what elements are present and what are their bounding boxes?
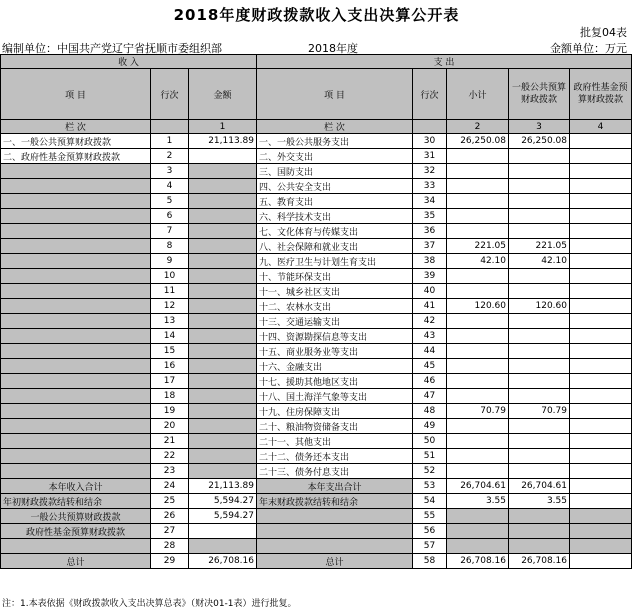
line-number: 24: [151, 479, 189, 494]
expense-general: [509, 449, 570, 464]
income-item: [1, 449, 151, 464]
expense-item: 八、社会保障和就业支出: [257, 239, 413, 254]
expense-fund: [570, 134, 632, 149]
expense-general: [509, 149, 570, 164]
expense-general: [509, 179, 570, 194]
expense-general: [509, 209, 570, 224]
income-amount: [189, 314, 257, 329]
income-item: [1, 164, 151, 179]
income-amount: [189, 374, 257, 389]
carry-in-amount: 5,594.27: [189, 494, 257, 509]
expense-subtotal: [447, 359, 509, 374]
line-number: 4: [151, 179, 189, 194]
expense-fund: [570, 239, 632, 254]
expense-general: 70.79: [509, 404, 570, 419]
income-amount: [189, 284, 257, 299]
footnote: 注：1.本表依据《财政拨款收入支出决算总表》（财决01-1表）进行批复。: [2, 599, 297, 609]
income-item: [1, 224, 151, 239]
line-number: 46: [413, 374, 447, 389]
line-number: 22: [151, 449, 189, 464]
expense-subtotal: [447, 314, 509, 329]
col-line-header: 行次: [413, 69, 447, 120]
expense-fund: [570, 254, 632, 269]
line-number: 37: [413, 239, 447, 254]
line-number: 35: [413, 209, 447, 224]
income-amount: [189, 329, 257, 344]
expense-subtotal: [447, 149, 509, 164]
income-amount: [189, 179, 257, 194]
col-general-budget-header: 一般公共预算财政拨款: [509, 69, 570, 120]
income-amount: [189, 464, 257, 479]
income-amount: 21,113.89: [189, 134, 257, 149]
line-number: 1: [151, 134, 189, 149]
income-amount: [189, 299, 257, 314]
expense-general: [509, 374, 570, 389]
expense-fund: [570, 434, 632, 449]
income-item: [1, 329, 151, 344]
expense-general: [509, 389, 570, 404]
expense-fund: [570, 359, 632, 374]
expense-item: 六、科学技术支出: [257, 209, 413, 224]
expense-fund: [570, 314, 632, 329]
expense-subtotal: [447, 434, 509, 449]
income-item: [1, 359, 151, 374]
expense-fund: [570, 464, 632, 479]
col-subtotal-header: 小计: [447, 69, 509, 120]
income-item: 二、政府性基金预算财政拨款: [1, 149, 151, 164]
line-number: 20: [151, 419, 189, 434]
line-number: 29: [151, 554, 189, 569]
income-amount: [189, 149, 257, 164]
line-number: 48: [413, 404, 447, 419]
expense-subtotal: [447, 269, 509, 284]
table-row: [1, 239, 632, 254]
expense-subtotal: [447, 179, 509, 194]
table-row: [1, 179, 632, 194]
expense-subtotal: [447, 374, 509, 389]
line-number: 40: [413, 284, 447, 299]
income-amount: [189, 389, 257, 404]
line-number: 39: [413, 269, 447, 284]
report-title: 2018年度财政拨款收入支出决算公开表: [173, 6, 460, 24]
expense-fund: [570, 209, 632, 224]
income-item: [1, 314, 151, 329]
income-amount: [189, 269, 257, 284]
income-amount: [189, 344, 257, 359]
table-row: [1, 194, 632, 209]
line-number: 16: [151, 359, 189, 374]
expense-item: 十七、援助其他地区支出: [257, 374, 413, 389]
line-number: 38: [413, 254, 447, 269]
line-number: 54: [413, 494, 447, 509]
line-number: 34: [413, 194, 447, 209]
expense-subtotal: [447, 329, 509, 344]
expense-year-subtotal: 26,704.61: [447, 479, 509, 494]
report-year: 2018年度: [308, 42, 358, 55]
line-number: 9: [151, 254, 189, 269]
expense-general: [509, 314, 570, 329]
line-number: 42: [413, 314, 447, 329]
expense-item: 十五、商业服务业等支出: [257, 344, 413, 359]
line-number: 19: [151, 404, 189, 419]
expense-year-general: 26,704.61: [509, 479, 570, 494]
income-item: [1, 284, 151, 299]
grand-total-income-amount: 26,708.16: [189, 554, 257, 569]
expense-subtotal: [447, 449, 509, 464]
expense-general: [509, 194, 570, 209]
expense-item: 三、国防支出: [257, 164, 413, 179]
expense-fund: [570, 179, 632, 194]
income-item: [1, 269, 151, 284]
carry-in-label: 年初财政拨款结转和结余: [1, 494, 151, 509]
expense-subtotal: [447, 284, 509, 299]
line-number: 31: [413, 149, 447, 164]
carry-in-fund-label: 政府性基金预算财政拨款: [1, 524, 151, 539]
expense-fund: [570, 374, 632, 389]
line-number: 5: [151, 194, 189, 209]
income-item: [1, 404, 151, 419]
col-number: 3: [509, 120, 570, 134]
line-number: 17: [151, 374, 189, 389]
expense-general: [509, 464, 570, 479]
expense-item: 二十一、其他支出: [257, 434, 413, 449]
line-number: 41: [413, 299, 447, 314]
table-row: [1, 389, 632, 404]
grand-total-fund: [570, 554, 632, 569]
expense-item: 七、文化体育与传媒支出: [257, 224, 413, 239]
expense-subtotal: [447, 464, 509, 479]
table-row: [1, 164, 632, 179]
expense-year-fund: [570, 479, 632, 494]
table-row: [1, 344, 632, 359]
income-item: [1, 389, 151, 404]
line-number: 53: [413, 479, 447, 494]
expense-item: 十一、城乡社区支出: [257, 284, 413, 299]
carry-in-general-amount: 5,594.27: [189, 509, 257, 524]
expense-item: 四、公共安全支出: [257, 179, 413, 194]
income-amount: [189, 449, 257, 464]
grand-total-income-label: 总计: [1, 554, 151, 569]
expense-general: [509, 359, 570, 374]
expense-subtotal: [447, 389, 509, 404]
expense-subtotal: [447, 224, 509, 239]
income-item: [1, 239, 151, 254]
carry-in-fund-amount: [189, 524, 257, 539]
table-row: [1, 434, 632, 449]
expense-subtotal: 120.60: [447, 299, 509, 314]
income-item: [1, 299, 151, 314]
expense-general: 26,250.08: [509, 134, 570, 149]
line-number: 6: [151, 209, 189, 224]
line-number: 18: [151, 389, 189, 404]
income-group-header: 收 入: [1, 55, 257, 69]
expense-subtotal: [447, 209, 509, 224]
line-number: 30: [413, 134, 447, 149]
expense-year-total-label: 本年支出合计: [257, 479, 413, 494]
income-amount: [189, 254, 257, 269]
line-number: 2: [151, 149, 189, 164]
expense-general: [509, 344, 570, 359]
expense-general: [509, 224, 570, 239]
col-number: 4: [570, 120, 632, 134]
income-item: [1, 374, 151, 389]
expense-item: 十九、住房保障支出: [257, 404, 413, 419]
line-number: 12: [151, 299, 189, 314]
expense-item: 十八、国土海洋气象等支出: [257, 389, 413, 404]
line-number: 26: [151, 509, 189, 524]
line-number: 14: [151, 329, 189, 344]
expense-fund: [570, 269, 632, 284]
expense-general: 221.05: [509, 239, 570, 254]
table-row: [1, 329, 632, 344]
table-row: [1, 284, 632, 299]
line-number: 33: [413, 179, 447, 194]
line-number: 56: [413, 524, 447, 539]
income-amount: [189, 419, 257, 434]
expense-subtotal: [447, 419, 509, 434]
line-number: 21: [151, 434, 189, 449]
expense-item: 十二、农林水支出: [257, 299, 413, 314]
table-row: [1, 464, 632, 479]
col-amount-header: 金额: [189, 69, 257, 120]
expense-fund: [570, 449, 632, 464]
expense-subtotal: 26,250.08: [447, 134, 509, 149]
line-number: 11: [151, 284, 189, 299]
line-number: 23: [151, 464, 189, 479]
line-number: 10: [151, 269, 189, 284]
income-amount: [189, 164, 257, 179]
table-row: [1, 254, 632, 269]
line-number: 15: [151, 344, 189, 359]
expense-item: 十、节能环保支出: [257, 269, 413, 284]
income-amount: [189, 209, 257, 224]
expense-general: [509, 419, 570, 434]
expense-subtotal: [447, 344, 509, 359]
line-number: 3: [151, 164, 189, 179]
expense-subtotal: 42.10: [447, 254, 509, 269]
carry-out-label: 年末财政拨款结转和结余: [257, 494, 413, 509]
line-number: 28: [151, 539, 189, 554]
income-item: [1, 464, 151, 479]
expense-general: 120.60: [509, 299, 570, 314]
carry-out-fund: [570, 494, 632, 509]
line-number: 32: [413, 164, 447, 179]
expense-item: 十三、交通运输支出: [257, 314, 413, 329]
expense-general: [509, 164, 570, 179]
expense-group-header: 支 出: [257, 55, 632, 69]
table-row: [1, 299, 632, 314]
income-item: [1, 179, 151, 194]
expense-item: 二、外交支出: [257, 149, 413, 164]
expense-subtotal: [447, 164, 509, 179]
lan-label: 栏 次: [1, 120, 151, 134]
table-row: [1, 269, 632, 284]
line-number: 25: [151, 494, 189, 509]
expense-fund: [570, 299, 632, 314]
table-row: [1, 314, 632, 329]
line-number: 8: [151, 239, 189, 254]
line-number: 47: [413, 389, 447, 404]
income-item: [1, 344, 151, 359]
budget-table: [0, 54, 632, 569]
line-number: 44: [413, 344, 447, 359]
table-row: [1, 149, 632, 164]
expense-fund: [570, 194, 632, 209]
line-number: 51: [413, 449, 447, 464]
grand-total-general: 26,708.16: [509, 554, 570, 569]
line-number: 49: [413, 419, 447, 434]
income-amount: [189, 434, 257, 449]
grand-total-expense-label: 总计: [257, 554, 413, 569]
expense-item: 二十、粮油物资储备支出: [257, 419, 413, 434]
income-amount: [189, 224, 257, 239]
expense-item: 九、医疗卫生与计划生育支出: [257, 254, 413, 269]
expense-fund: [570, 149, 632, 164]
expense-general: [509, 329, 570, 344]
expense-general: 42.10: [509, 254, 570, 269]
col-item-header: 项 目: [257, 69, 413, 120]
expense-fund: [570, 344, 632, 359]
expense-fund: [570, 389, 632, 404]
expense-general: [509, 284, 570, 299]
expense-item: 五、教育支出: [257, 194, 413, 209]
compiling-unit: 编制单位：中国共产党辽宁省抚顺市委组织部: [2, 42, 222, 55]
income-item: 一、一般公共预算财政拨款: [1, 134, 151, 149]
expense-item: 二十二、债务还本支出: [257, 449, 413, 464]
income-item: [1, 419, 151, 434]
expense-item: 二十三、债务付息支出: [257, 464, 413, 479]
table-row: [1, 449, 632, 464]
expense-general: [509, 434, 570, 449]
lan-label: 栏 次: [257, 120, 413, 134]
carry-out-general: 3.55: [509, 494, 570, 509]
grand-total-subtotal: 26,708.16: [447, 554, 509, 569]
col-number: 1: [189, 120, 257, 134]
table-row: [1, 209, 632, 224]
table-row: [1, 404, 632, 419]
col-line-header: 行次: [151, 69, 189, 120]
expense-item: 一、一般公共服务支出: [257, 134, 413, 149]
income-year-total-label: 本年收入合计: [1, 479, 151, 494]
income-item: [1, 254, 151, 269]
income-item: [1, 194, 151, 209]
expense-fund: [570, 164, 632, 179]
form-code: 批复04表: [580, 26, 627, 39]
col-item-header: 项 目: [1, 69, 151, 120]
money-unit: 金额单位：万元: [550, 42, 627, 55]
income-item: [1, 209, 151, 224]
table-row: [1, 419, 632, 434]
col-gov-fund-header: 政府性基金预算财政拨款: [570, 69, 632, 120]
line-number: 55: [413, 509, 447, 524]
table-row: [1, 359, 632, 374]
expense-subtotal: [447, 194, 509, 209]
line-number: 43: [413, 329, 447, 344]
income-amount: [189, 359, 257, 374]
line-number: 57: [413, 539, 447, 554]
income-item: [1, 434, 151, 449]
expense-subtotal: 221.05: [447, 239, 509, 254]
line-number: 36: [413, 224, 447, 239]
expense-fund: [570, 419, 632, 434]
expense-fund: [570, 224, 632, 239]
table-row: [1, 134, 632, 149]
line-number: 52: [413, 464, 447, 479]
line-number: 58: [413, 554, 447, 569]
carry-out-subtotal: 3.55: [447, 494, 509, 509]
table-row: [1, 374, 632, 389]
line-number: 13: [151, 314, 189, 329]
expense-item: 十六、金融支出: [257, 359, 413, 374]
expense-fund: [570, 404, 632, 419]
income-amount: [189, 239, 257, 254]
income-year-total-amount: 21,113.89: [189, 479, 257, 494]
line-number: 50: [413, 434, 447, 449]
expense-fund: [570, 284, 632, 299]
table-row: [1, 224, 632, 239]
income-amount: [189, 404, 257, 419]
expense-general: [509, 269, 570, 284]
expense-fund: [570, 329, 632, 344]
carry-in-general-label: 一般公共预算财政拨款: [1, 509, 151, 524]
expense-subtotal: 70.79: [447, 404, 509, 419]
line-number: 27: [151, 524, 189, 539]
line-number: 7: [151, 224, 189, 239]
col-number: 2: [447, 120, 509, 134]
income-amount: [189, 194, 257, 209]
expense-item: 十四、资源勘探信息等支出: [257, 329, 413, 344]
line-number: 45: [413, 359, 447, 374]
